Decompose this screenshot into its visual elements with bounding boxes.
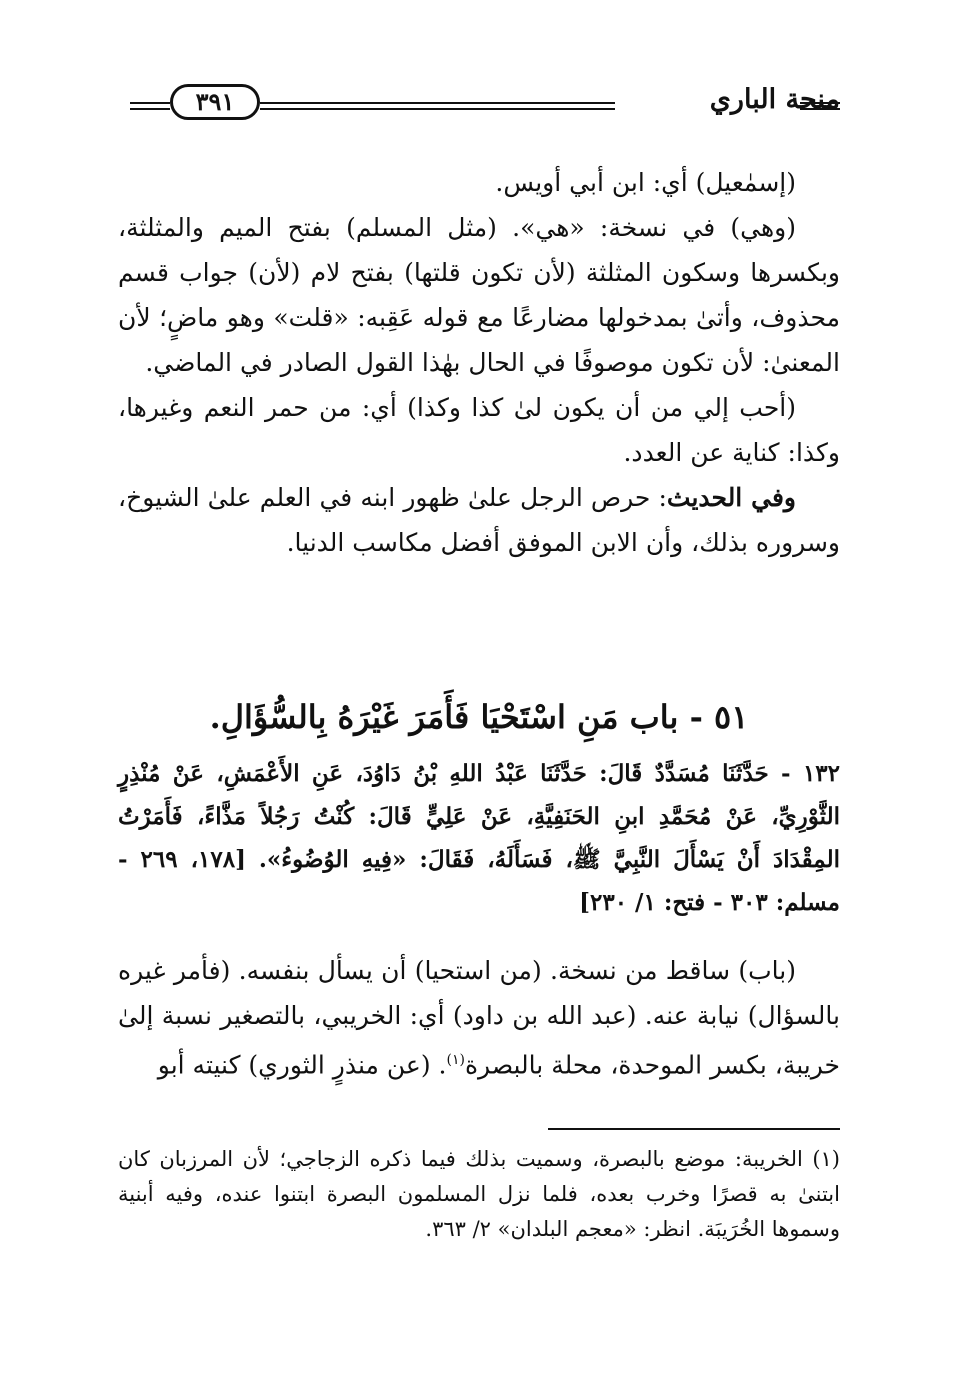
running-header <box>130 82 840 132</box>
commentary-paragraph: (أحب إلي من أن يكون لىٰ كذا وكذا) أي: من حمر النعم وغيرها، وكذا: كناية عن العدد. <box>118 393 840 467</box>
running-title: منحة الباري <box>709 84 840 115</box>
commentary-text: . (عن منذرٍ الثوري) كنيته أبو <box>157 1050 447 1080</box>
commentary-text: (باب) ساقط من نسخة. (من استحيا) أن يسأل بنفسه. (فأمر غيره بالسؤال) نيابة عنه. (عبد الله بن داود) أي: الخريبي، بالتصغير نسبة إلىٰ خريبة، بكسر الموحدة، محلة بالبصرة <box>118 956 840 1080</box>
header-rule-middle <box>260 102 615 110</box>
commentary-paragraph <box>118 948 840 1087</box>
header-rule-left <box>130 102 170 110</box>
hadith-text: ١٣٢ - حَدَّثَنَا مُسَدَّدٌ قَالَ: حَدَّثَنَا عَبْدُ اللهِ بْنُ دَاوُدَ، عَنِ الأَعْمَشِ، عَنْ مُنْذِرٍ الثَّوْرِيِّ، عَنْ مُحَمَّدِ ابنِ الحَنَفِيَّةِ، عَنْ عَلِيٍّ قَالَ: كُنْتُ رَجُلاً مَذَّاءً، فَأَمَرْتُ المِقْدَادَ أَنْ يَسْأَلَ النَّبِيَّ ﷺ، فَسَأَلَهُ، فَقَالَ: «فِيهِ الوُضُوءُ». [١٧٨، ٢٦٩ - مسلم: ٣٠٣ - فتح: ١/ ٢٣٠] <box>118 760 840 916</box>
commentary-paragraph: (إسمٰعيل) أي: ابن أبي أويس. <box>495 168 796 197</box>
page-number: ٣٩١ <box>170 84 260 120</box>
header-rule-right <box>800 102 840 110</box>
lesson-paragraph <box>118 475 840 565</box>
commentary-paragraph: (وهي) في نسخة: «هي». (مثل المسلم) بفتح الميم والمثلثة، وبكسرها وسكون المثلثة (لأن تكون قلتها) بفتح لام (لأن) جواب قسم محذوف، وأتىٰ بمدخولها مضارعًا مع قوله عَقِبه: «قلت» وهو ماضٍ؛ لأن المعنىٰ: لأن تكون موصوفًا في الحال بهٰذا القول الصادر في الماضي. <box>118 213 841 377</box>
commentary-bottom <box>118 948 840 1087</box>
lesson-label: وفي الحديث <box>666 483 796 512</box>
hadith-block <box>118 752 840 924</box>
footnote: (١) الخريبة: موضع بالبصرة، وسميت بذلك فيما ذكره الزجاجي؛ لأن المرزبان كان ابتنىٰ به قصرًا وخرب بعده، فلما نزل المسلمون البصرة ابتنوا عنده، وفيه أبنية وسموها الخُرَيبَة. انظر: «معجم البلدان» ٢/ ٣٦٣. <box>118 1147 840 1241</box>
lesson-text: : حرص الرجل علىٰ ظهور ابنه في العلم علىٰ الشيوخ، وسروره بذلك، وأن الابن الموفق أفضل مكاسب الدنيا. <box>118 483 840 557</box>
footnotes <box>118 1142 840 1247</box>
chapter-heading: ٥١ - باب مَنِ اسْتَحْيَا فَأَمَرَ غَيْرَهُ بِالسُّؤَالِ. <box>209 698 749 736</box>
footnote-divider <box>548 1128 840 1130</box>
commentary-top <box>118 160 840 565</box>
footnote-reference: (١) <box>446 1052 465 1068</box>
